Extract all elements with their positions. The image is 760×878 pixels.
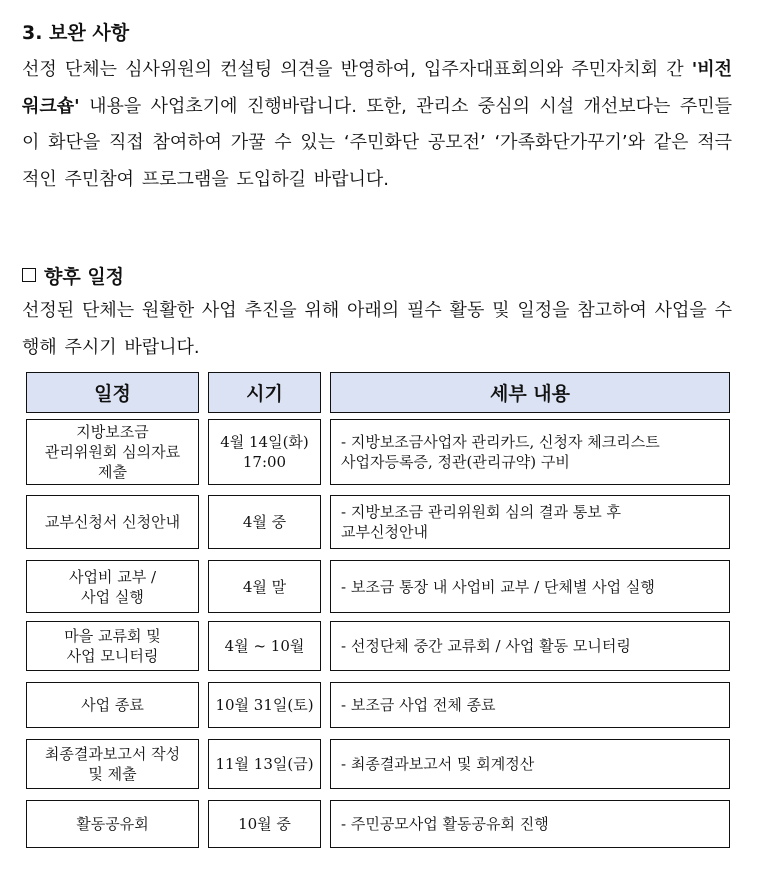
schedule-heading-text: 향후 일정: [44, 266, 125, 288]
header-detail: 세부 내용: [330, 372, 730, 413]
row-5-detail-text: - 보조금 사업 전체 종료: [341, 696, 496, 714]
para-bold-text: '비전 워크숍': [22, 59, 732, 117]
row-1-period: 4월 14일(화) 17:00: [208, 419, 321, 485]
supplement-paragraph: [22, 52, 732, 198]
row-5-item: 사업 종료: [26, 682, 199, 728]
row-4-period: 4월 ~ 10월: [208, 621, 321, 671]
row-1-detail-text: - 지방보조금사업자 관리카드, 신청자 체크리스트 사업자등록증, 정관(관리규약) 구비: [341, 433, 660, 471]
header-schedule: 일정: [26, 372, 199, 413]
row-5-detail: [330, 682, 730, 728]
row-6-period: 11월 13일(금): [208, 739, 321, 789]
para-text-1: 선정 단체는 심사위원의 컨설팅 의견을 반영하여, 입주자대표회의와 주민자치회 간: [22, 59, 692, 80]
row-7-detail-text: - 주민공모사업 활동공유회 진행: [341, 815, 549, 833]
row-7-detail: [330, 800, 730, 848]
row-6-detail: [330, 739, 730, 789]
row-2-item: 교부신청서 신청안내: [26, 495, 199, 549]
row-4-detail-text: - 선정단체 중간 교류회 / 사업 활동 모니터링: [341, 637, 631, 655]
schedule-heading: [22, 262, 124, 289]
row-5-period: 10월 31일(토): [208, 682, 321, 728]
para-text-2: 내용을 사업초기에 진행바랍니다. 또한, 관리소 중심의 시설 개선보다는 주민들이 화단을 직접 참여하여 가꿀 수 있는 ‘주민화단 공모전’ ‘가족화단가꾸기’와 같은 적극적인 주민참여 프로그램을 도입하길 바랍니다.: [22, 95, 732, 190]
row-6-item: 최종결과보고서 작성 및 제출: [26, 739, 199, 789]
row-4-item: 마을 교류회 및 사업 모니터링: [26, 621, 199, 671]
row-2-period: 4월 중: [208, 495, 321, 549]
section-title: 3. 보완 사항: [22, 22, 130, 44]
schedule-intro: 선정된 단체는 원활한 사업 추진을 위해 아래의 필수 활동 및 일정을 참고하여 사업을 수행해 주시기 바랍니다.: [22, 300, 732, 358]
row-7-item: 활동공유회: [26, 800, 199, 848]
row-3-period: 4월 말: [208, 560, 321, 613]
row-1-detail: [330, 419, 730, 485]
row-6-detail-text: - 최종결과보고서 및 회계정산: [341, 755, 535, 773]
row-7-period: 10월 중: [208, 800, 321, 848]
row-3-detail-text: - 보조금 통장 내 사업비 교부 / 단체별 사업 실행: [341, 577, 655, 596]
row-1-item: 지방보조금 관리위원회 심의자료 제출: [26, 419, 199, 485]
row-4-detail: [330, 621, 730, 671]
header-period: 시기: [208, 372, 321, 413]
row-2-detail-text: - 지방보조금 관리위원회 심의 결과 통보 후 교부신청안내: [341, 503, 622, 541]
row-3-detail: [330, 560, 730, 613]
checkbox-square-icon: [22, 268, 36, 282]
row-3-item: 사업비 교부 / 사업 실행: [26, 560, 199, 613]
row-2-detail: [330, 495, 730, 549]
